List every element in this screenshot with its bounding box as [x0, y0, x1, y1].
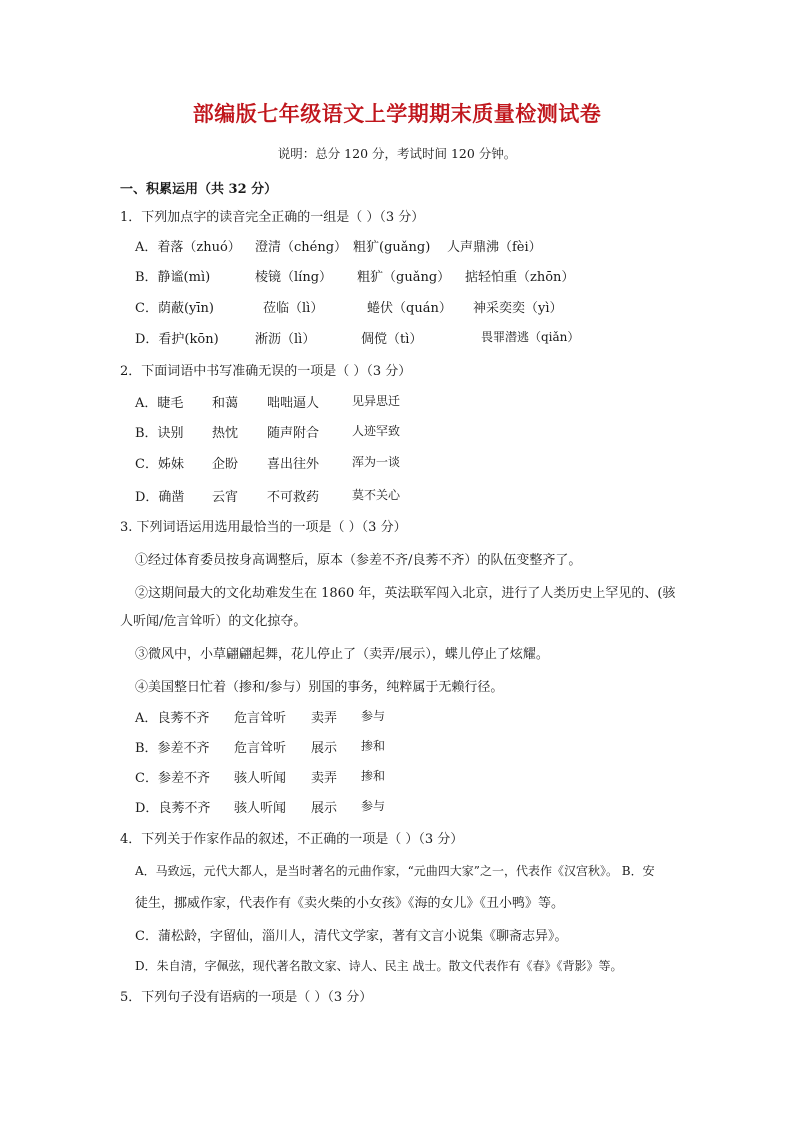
option-item: A．良莠不齐: [135, 711, 210, 726]
option-item: 卖弄: [311, 771, 338, 786]
option-item: 澄清（chéng）: [255, 240, 348, 255]
question-4-stem: 4．下列关于作家作品的叙述，不正确的一项是（ ）（3 分）: [120, 832, 464, 847]
option-item: 倜傥（tì）: [361, 332, 423, 347]
exam-instructions: 说明：总分 120 分，考试时间 120 分钟。: [277, 146, 517, 161]
option-item: 卖弄: [311, 711, 338, 726]
option-item: 参与: [361, 709, 386, 723]
option-item: 粗犷(guǎng): [353, 240, 431, 255]
option-item: 咄咄逼人: [267, 396, 320, 411]
option-item: 不可救药: [267, 490, 320, 505]
option-item: 骇人听闻: [234, 771, 287, 786]
question-4-option-c: C．蒲松龄，字留仙，淄川人，清代文学家，著有文言小说集《聊斋志异》。: [135, 929, 568, 944]
question-3-sentence-2: ②这期间最大的文化劫难发生在 1860 年，英法联军闯入北京，进行了人类历史上罕见的、(骇: [135, 586, 676, 601]
question-4-option-d: D．朱自清，字佩弦，现代著名散文家、诗人、民主 战士。散文代表作有《春》《背影》等。: [135, 959, 623, 973]
option-item: B．参差不齐: [135, 741, 210, 756]
option-item: 展示: [311, 741, 338, 756]
option-item: 人声鼎沸（fèi）: [447, 240, 542, 255]
question-3-sentence-1: ①经过体育委员按身高调整后，原本（参差不齐/良莠不齐）的队伍变整齐了。: [135, 553, 582, 568]
option-item: 掺和: [361, 739, 386, 753]
option-item: D．看护(kōn): [135, 332, 219, 347]
option-item: D．良莠不齐: [135, 801, 211, 816]
exam-title: 部编版七年级语文上学期期末质量检测试卷: [192, 102, 602, 126]
option-item: 畏罪潜逃（qiǎn）: [481, 330, 580, 344]
option-item: 人迹罕致: [352, 424, 401, 438]
option-item: 莫不关心: [352, 488, 401, 502]
option-item: 喜出往外: [267, 457, 320, 472]
question-1-stem: 1．下列加点字的读音完全正确的一组是（ ）（3 分）: [120, 210, 425, 225]
option-item: 掂轻怕重（zhōn）: [465, 270, 575, 285]
option-item: 掺和: [361, 769, 386, 783]
option-item: A．睫毛: [135, 396, 184, 411]
option-item: 和蔼: [212, 396, 239, 411]
question-3-stem: 3. 下列词语运用选用最恰当的一项是（ ）（3 分）: [120, 520, 407, 535]
option-item: 见异思迁: [352, 394, 401, 408]
question-4-option-b-cont: 徒生，挪威作家，代表作有《卖火柴的小女孩》《海的女儿》《丑小鸭》等。: [135, 896, 565, 911]
option-item: A．着落（zhuó）: [135, 240, 241, 255]
option-item: 热忱: [212, 426, 239, 441]
option-item: 浑为一谈: [352, 455, 401, 469]
question-4-option-a: A．马致远，元代大都人，是当时著名的元曲作家，“元曲四大家”之一，代表作《汉宫秋》。 B．安: [135, 864, 655, 878]
option-item: 粗犷（guǎng）: [357, 270, 451, 285]
option-item: 危言耸听: [234, 711, 287, 726]
option-item: B．静谧(mì): [135, 270, 211, 285]
option-item: 骇人听闻: [234, 801, 287, 816]
option-item: 云宵: [212, 490, 239, 505]
option-item: 棱镜（líng）: [255, 270, 333, 285]
section-heading: 一、积累运用（共 32 分）: [120, 182, 278, 197]
option-item: 蜷伏（quán）: [367, 301, 452, 316]
option-item: C．姊妹: [135, 457, 184, 472]
option-item: C．荫蔽(yīn): [135, 301, 214, 316]
option-item: B．诀别: [135, 426, 184, 441]
option-item: 随声附合: [267, 426, 320, 441]
option-item: C．参差不齐: [135, 771, 210, 786]
question-2-stem: 2．下面词语中书写准确无误的一项是（ ）（3 分）: [120, 364, 412, 379]
option-item: 危言耸听: [234, 741, 287, 756]
option-item: 莅临（lì）: [263, 301, 324, 316]
question-3-sentence-3: ③微风中，小草翩翩起舞，花儿停止了（卖弄/展示），蝶儿停止了炫耀。: [135, 647, 549, 662]
option-item: 展示: [311, 801, 338, 816]
option-item: 企盼: [212, 457, 239, 472]
option-item: 参与: [361, 799, 386, 813]
question-5-stem: 5．下列句子没有语病的一项是（ ）（3 分）: [120, 990, 373, 1005]
question-3-sentence-2-cont: 人听闻/危言耸听）的文化掠夺。: [120, 614, 307, 629]
question-3-sentence-4: ④美国整日忙着（掺和/参与）别国的事务，纯粹属于无赖行径。: [135, 680, 504, 695]
option-item: 神采奕奕（yì）: [473, 301, 563, 316]
option-item: D．确凿: [135, 490, 185, 505]
option-item: 淅沥（lì）: [255, 332, 316, 347]
